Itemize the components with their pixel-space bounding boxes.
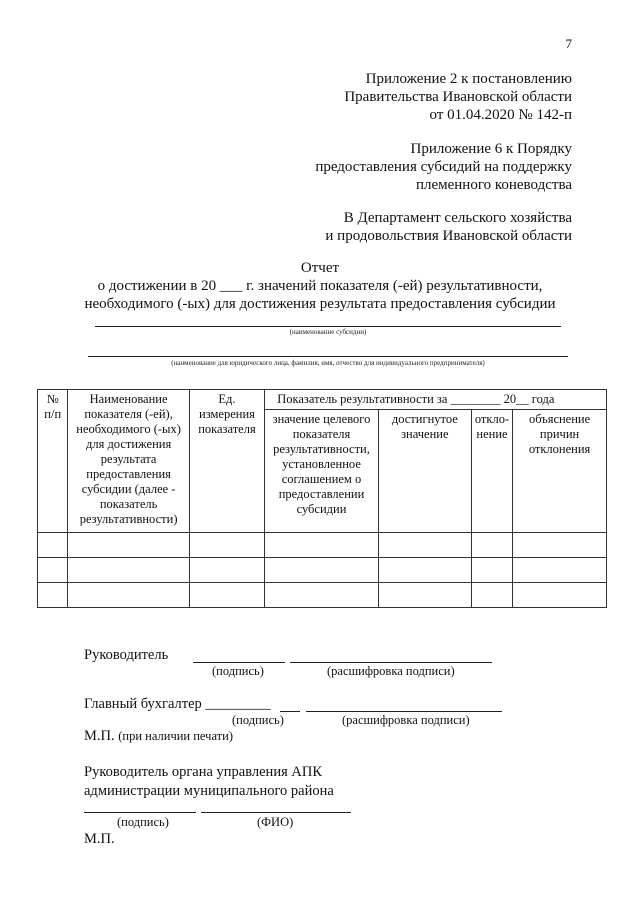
table-cell[interactable] (38, 533, 68, 558)
table-cell[interactable] (38, 583, 68, 608)
table-cell[interactable] (265, 558, 379, 583)
table-cell[interactable] (378, 558, 471, 583)
table-cell[interactable] (68, 533, 189, 558)
head-signature-line[interactable] (193, 662, 285, 663)
apk-signature-caption: (подпись) (117, 815, 169, 829)
report-title (0, 259, 640, 313)
table-cell[interactable] (471, 558, 512, 583)
col-target-value-header: значение целевого показателя результативности, установленное соглашением о предоставлении субсидии (265, 410, 379, 533)
table-cell[interactable] (189, 583, 265, 608)
table-cell[interactable] (68, 558, 189, 583)
table-cell[interactable] (378, 533, 471, 558)
report-title-word: Отчет (300, 260, 340, 276)
page-number: 7 (565, 36, 572, 51)
table-cell[interactable] (513, 583, 607, 608)
appendix-6-header (315, 140, 572, 194)
appendix-2-line-3: от 01.04.2020 № 142-п (429, 107, 572, 123)
chief-accountant-decode-caption: (расшифровка подписи) (342, 713, 470, 727)
addressee-line-2: и продовольствия Ивановской области (325, 228, 572, 244)
stamp-label: М.П. (84, 728, 115, 744)
apk-fio-caption: (ФИО) (257, 815, 294, 829)
appendix-6-line-1: Приложение 6 к Порядку (410, 141, 572, 157)
table-cell[interactable] (513, 558, 607, 583)
col-number-header: № п/п (38, 390, 68, 533)
apk-head-line-1: Руководитель органа управления АПК (84, 764, 322, 780)
table-cell[interactable] (378, 583, 471, 608)
recipient-name-line (88, 356, 568, 357)
head-signature-caption: (подпись) (212, 664, 264, 678)
subsidy-caption: (наименование субсидии) (289, 328, 367, 336)
stamp-note: (при наличии печати) (118, 729, 233, 743)
appendix-2-header (344, 70, 572, 124)
results-table (37, 389, 607, 608)
table-cell[interactable] (513, 533, 607, 558)
recipient-caption: (наименование для юридического лица, фамилия, имя, отчество для индивидуального предпринимателя) (171, 359, 485, 367)
chief-accountant-label: Главный бухгалтер _________ (84, 696, 271, 712)
report-title-line-3: необходимого (-ых) для достижения результата предоставления субсидии (84, 296, 556, 312)
col-deviation-header: откло-нение (471, 410, 512, 533)
appendix-6-line-2: предоставления субсидий на поддержку (315, 159, 572, 175)
table-cell[interactable] (471, 583, 512, 608)
apk-signature-line[interactable] (84, 812, 196, 813)
addressee-line-1: В Департамент сельского хозяйства (343, 210, 572, 226)
table-cell[interactable] (471, 533, 512, 558)
table-header-row (38, 390, 607, 410)
chief-accountant-decode-line[interactable] (306, 711, 502, 712)
head-decode-caption: (расшифровка подписи) (327, 664, 455, 678)
table-cell[interactable] (189, 558, 265, 583)
table-cell[interactable] (189, 533, 265, 558)
table-row (38, 558, 607, 583)
table-cell[interactable] (265, 583, 379, 608)
table-row (38, 583, 607, 608)
addressee (325, 209, 572, 245)
stamp-place (84, 728, 233, 745)
col-period-header: Показатель результативности за ________ 20__ года (265, 390, 607, 410)
subsidy-name-line (95, 326, 561, 327)
table-cell[interactable] (265, 533, 379, 558)
col-reason-header: объяснение причин отклонения (513, 410, 607, 533)
apk-head-line-2: администрации муниципального района (84, 783, 334, 799)
chief-accountant-signature-line[interactable] (280, 711, 300, 712)
apk-fio-line[interactable] (201, 812, 351, 813)
head-decode-line[interactable] (290, 662, 492, 663)
appendix-2-line-2: Правительства Ивановской области (344, 89, 572, 105)
col-unit-header: Ед. измерения показателя (189, 390, 265, 533)
head-label: Руководитель (84, 647, 169, 663)
table-cell[interactable] (68, 583, 189, 608)
col-achieved-value-header: достигнутое значение (378, 410, 471, 533)
report-title-line-2: о достижении в 20 ___ г. значений показателя (-ей) результативности, (97, 278, 543, 294)
appendix-6-line-3: племенного коневодства (415, 177, 572, 193)
chief-accountant-signature-caption: (подпись) (232, 713, 284, 727)
table-row (38, 533, 607, 558)
final-stamp-label: М.П. (84, 831, 115, 847)
appendix-2-line-1: Приложение 2 к постановлению (365, 71, 572, 87)
col-indicator-name-header: Наименование показателя (-ей), необходимого (-ых) для достижения результата предоставления субсидии (далее - показатель результативности) (68, 390, 189, 533)
table-cell[interactable] (38, 558, 68, 583)
